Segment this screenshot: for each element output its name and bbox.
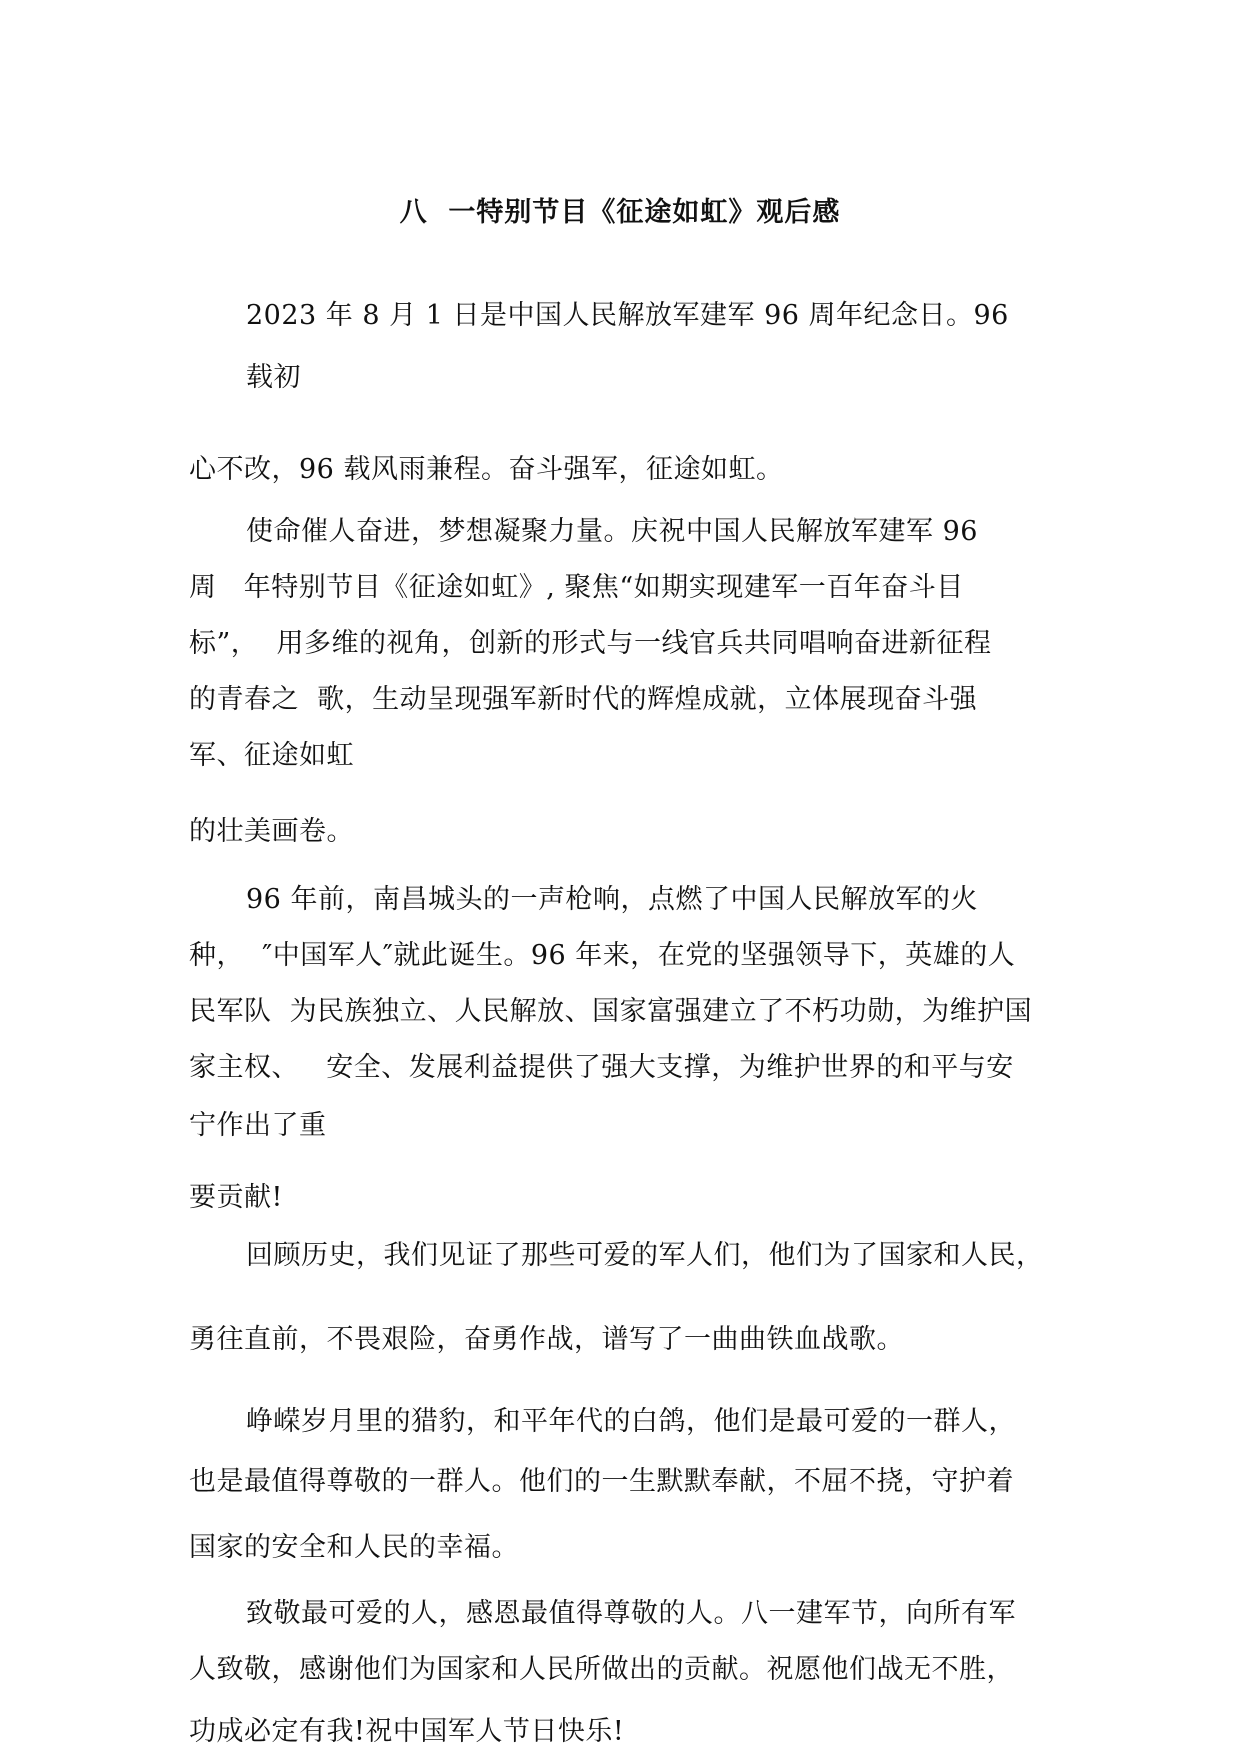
document-title: 八 一特别节目《征途如虹》观后感 — [399, 197, 841, 228]
text-line: 回顾历史，我们见证了那些可爱的军人们，他们为了国家和人民， — [246, 1240, 1044, 1271]
text-line: 的壮美画卷。 — [189, 816, 354, 847]
text-line: 勇往直前，不畏艰险，奋勇作战，谱写了一曲曲铁血战歌。 — [189, 1324, 904, 1355]
text-line: 也是最值得尊敬的一群人。他们的一生默默奉献，不屈不挠，守护着 — [189, 1466, 1014, 1497]
text-line: 民军队 为民族独立、人民解放、国家富强建立了不朽功勋，为维护国 — [189, 996, 1033, 1027]
text-line: 峥嵘岁月里的猎豹，和平年代的白鸽，他们是最可爱的一群人， — [246, 1406, 1016, 1437]
text-line: 家主权、 安全、发展利益提供了强大支撑，为维护世界的和平与安 — [189, 1052, 1014, 1083]
text-line: 人致敬，感谢他们为国家和人民所做出的贡献。祝愿他们战无不胜， — [189, 1654, 1014, 1685]
text-line: 96 年前，南昌城头的一声枪响，点燃了中国人民解放军的火 — [246, 884, 978, 915]
text-line: 标”， 用多维的视角，创新的形式与一线官兵共同唱响奋进新征程 — [189, 628, 992, 659]
text-line: 要贡献! — [189, 1182, 283, 1213]
text-line: 周 年特别节目《征途如虹》, 聚焦“如期实现建军一百年奋斗目 — [189, 572, 964, 603]
text-line: 2023 年 8 月 1 日是中国人民解放军建军 96 周年纪念日。96 — [246, 300, 1009, 331]
text-line: 功成必定有我!祝中国军人节日快乐! — [189, 1716, 625, 1747]
text-line: 宁作出了重 — [189, 1110, 327, 1141]
text-line: 军、征途如虹 — [189, 740, 354, 771]
text-line: 国家的安全和人民的幸福。 — [189, 1532, 519, 1563]
text-line: 使命催人奋进，梦想凝聚力量。庆祝中国人民解放军建军 96 — [246, 516, 978, 547]
text-line: 的青春之 歌，生动呈现强军新时代的辉煌成就，立体展现奋斗强 — [189, 684, 978, 715]
text-line: 种， ″中国军人″就此诞生。96 年来，在党的坚强领导下，英雄的人 — [189, 940, 1016, 971]
text-line: 载初 — [246, 362, 301, 393]
text-line: 致敬最可爱的人，感恩最值得尊敬的人。八一建军节，向所有军 — [246, 1598, 1016, 1629]
text-line: 心不改，96 载风雨兼程。奋斗强军，征途如虹。 — [189, 454, 784, 485]
